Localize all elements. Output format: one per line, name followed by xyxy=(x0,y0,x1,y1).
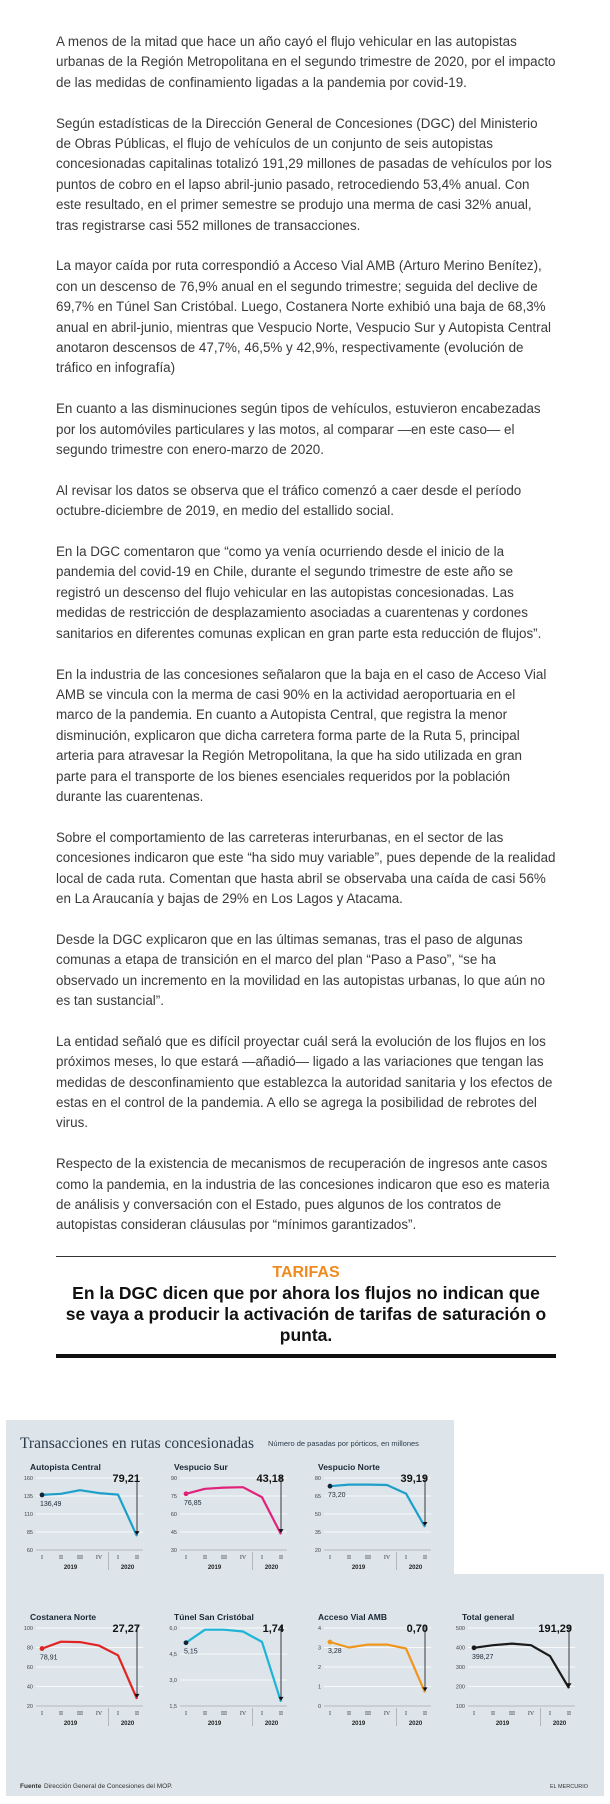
chart-ytick-label: 3 xyxy=(317,1645,321,1652)
infographic xyxy=(6,1420,604,1796)
chart-year-label: 2020 xyxy=(408,1565,423,1571)
chart-xtick-label: I xyxy=(117,1555,119,1561)
chart-ytick-label: 3,0 xyxy=(169,1678,177,1684)
chart-title: Total general xyxy=(462,1612,515,1622)
chart-ytick-label: 50 xyxy=(314,1512,321,1518)
chart-ytick-label: 20 xyxy=(26,1704,33,1710)
chart-xtick-label: II xyxy=(135,1555,139,1561)
chart-first-label: 5,15 xyxy=(184,1648,198,1656)
chart-xtick-label: I xyxy=(185,1711,187,1717)
article-paragraph: Respecto de la existencia de mecanismos de recuperación de ingresos ante casos como la pandemia, en la industria de las concesiones indicaron que eso es materia de análisis y conversación con el Estado, pues algunos de los contratos de autopistas consideran cláusulas por “mínimos garantizados”. xyxy=(56,1156,550,1233)
chart-xtick-label: I xyxy=(185,1555,187,1561)
chart-last-label: 1,74 xyxy=(262,1623,284,1635)
chart-ytick-label: 85 xyxy=(26,1530,33,1536)
chart-ytick-label: 500 xyxy=(455,1626,465,1632)
chart-xtick-label: IV xyxy=(239,1555,247,1561)
chart-xtick-label: II xyxy=(59,1555,63,1561)
chart-year-label: 2020 xyxy=(120,1721,135,1727)
credit-label: EL MERCURIO xyxy=(550,1784,588,1790)
article-paragraph: Según estadísticas de la Dirección General de Concesiones (DGC) del Ministerio de Obras Públicas, el flujo de vehículos de un conjunto de seis autopistas concesionadas capitalinas totalizó 191,29 millones de pasadas de vehículos por los puntos de cobro en el lapso abril-junio pasado, retrocediendo 53,4% anual. Con este resultado, en el primer semestre se produjo una merma de casi 32% anual, tras registrarse casi 552 millones de transacciones. xyxy=(56,115,552,233)
chart-ytick-label: 400 xyxy=(455,1645,465,1652)
chart-xtick-label: I xyxy=(117,1711,119,1717)
infographic-subtitle: Número de pasadas por pórticos, en millones xyxy=(268,1439,419,1448)
chart-xtick-label: I xyxy=(473,1711,475,1717)
article-paragraph: La entidad señaló que es difícil proyectar cuál será la evolución de los flujos en los próximos meses, lo que estará —añadió— ligado a las variaciones que tengan las medidas de desconfinamiento que establezca la autoridad sanitaria y los efectos de estas en el control de la pandemia. A ello se agrega la posibilidad de rebrotes del virus. xyxy=(56,1033,553,1131)
article-paragraph: Desde la DGC explicaron que en las últimas semanas, tras el paso de algunas comunas a etapa de transición en el marco del plan “Paso a Paso”, “se ha observado un incremento en la movilidad en las autopistas urbanas, lo que aún no es tan sustancial”. xyxy=(56,931,546,1008)
chart-year-label: 2020 xyxy=(120,1565,135,1571)
chart-ytick-label: 1,5 xyxy=(169,1704,177,1710)
chart-xtick-label: II xyxy=(203,1711,207,1717)
chart-ytick-label: 110 xyxy=(24,1512,33,1518)
article-paragraph: En cuanto a las disminuciones según tipos de vehículos, estuvieron encabezadas por los automóviles particulares y las motos, al comparar —en este caso— el segundo trimestre con enero-marzo de 2020. xyxy=(56,401,541,458)
chart-xtick-label: III xyxy=(509,1711,515,1717)
chart-xtick-label: IV xyxy=(527,1711,535,1717)
chart-xtick-label: I xyxy=(329,1711,331,1717)
chart-xtick-label: II xyxy=(491,1711,495,1717)
chart-first-label: 3,28 xyxy=(328,1648,342,1656)
chart-ytick-label: 6,0 xyxy=(169,1626,177,1632)
pullquote xyxy=(56,1256,556,1358)
article-paragraph: En la industria de las concesiones señalaron que la baja en el caso de Acceso Vial AMB se vincula con la merma de casi 90% en la actividad aeroportuaria en el marco de la pandemia. En cuanto a Autopista Central, que registra la menor disminución, explicaron que dicha carretera forma parte de la Ruta 5, principal arteria para atravesar la Región Metropolitana, la que ha sido utilizada en gran parte para el transporte de los bienes esenciales requeridos por la población durante las cuarentenas. xyxy=(56,666,547,804)
article-paragraph: En la DGC comentaron que “como ya venía ocurriendo desde el inicio de la pandemia del covid-19 en Chile, durante el segundo trimestre de este año se registró un descenso del flujo vehicular en las autopistas concesionadas. Las medidas de restricción de desplazamiento asociadas a cuarentenas y cordones sanitarios en diferentes comunas explican en gran parte esta reducción de flujos”. xyxy=(56,544,542,641)
article-paragraph: Sobre el comportamiento de las carreteras interurbanas, en el sector de las concesiones indicaron que este “ha sido muy variable”, pues depende de la realidad local de cada ruta. Comentan que hasta abril se observaba una caída de casi 56% en La Araucanía y bajas de 29% en Los Lagos y Atacama. xyxy=(56,829,556,906)
pullquote-top-rule xyxy=(56,1256,556,1257)
chart-xtick-label: II xyxy=(423,1711,427,1717)
chart-ytick-label: 80 xyxy=(314,1476,321,1482)
chart-xtick-label: I xyxy=(549,1711,551,1717)
chart-first-point xyxy=(328,1484,333,1489)
chart-ytick-label: 40 xyxy=(26,1684,33,1691)
article-paragraph: Al revisar los datos se observa que el tráfico comenzó a caer desde el período octubre-diciembre de 2019, en medio del estallido social. xyxy=(56,482,522,519)
chart-xtick-label: III xyxy=(221,1711,227,1717)
chart-first-point xyxy=(40,1646,45,1651)
chart-first-point xyxy=(40,1493,45,1498)
chart-year-label: 2019 xyxy=(495,1721,510,1727)
chart-last-label: 0,70 xyxy=(406,1623,428,1635)
chart-ytick-label: 135 xyxy=(23,1494,33,1500)
chart-ytick-label: 4,5 xyxy=(169,1652,177,1658)
chart-ytick-label: 300 xyxy=(455,1665,465,1671)
article-paragraph: A menos de la mitad que hace un año cayó el flujo vehicular en las autopistas urbanas de la Región Metropolitana en el segundo trimestre de 2020, por el impacto de las medidas de confinamiento ligadas a la pandemia por covid-19. xyxy=(56,34,556,90)
chart-year-label: 2020 xyxy=(552,1721,567,1727)
chart-xtick-label: III xyxy=(365,1555,371,1561)
chart-ytick-label: 0 xyxy=(317,1704,321,1710)
chart-xtick-label: II xyxy=(203,1555,207,1561)
chart-title: Autopista Central xyxy=(30,1462,101,1472)
chart-ytick-label: 100 xyxy=(23,1626,33,1632)
chart-year-label: 2019 xyxy=(63,1565,78,1571)
chart-title: Túnel San Cristóbal xyxy=(174,1612,254,1622)
chart-year-label: 2019 xyxy=(207,1565,222,1571)
chart-xtick-label: I xyxy=(329,1555,331,1561)
chart-xtick-label: IV xyxy=(95,1555,103,1561)
chart-ytick-label: 75 xyxy=(170,1494,177,1500)
chart-xtick-label: I xyxy=(261,1555,263,1561)
chart-xtick-label: IV xyxy=(383,1711,391,1717)
chart-year-label: 2019 xyxy=(63,1721,78,1727)
chart-xtick-label: II xyxy=(59,1711,63,1717)
chart-first-label: 136,49 xyxy=(40,1500,62,1508)
chart-last-label: 39,19 xyxy=(400,1473,428,1485)
chart-xtick-label: II xyxy=(135,1711,139,1717)
chart-xtick-label: I xyxy=(261,1711,263,1717)
chart-xtick-label: I xyxy=(405,1555,407,1561)
chart-ytick-label: 30 xyxy=(170,1548,177,1554)
infographic-canvas xyxy=(6,1420,604,1796)
chart-xtick-label: II xyxy=(423,1555,427,1561)
chart-ytick-label: 100 xyxy=(455,1704,465,1710)
chart-ytick-label: 60 xyxy=(170,1512,177,1518)
chart-first-label: 76,85 xyxy=(184,1499,202,1507)
chart-year-label: 2019 xyxy=(351,1565,366,1571)
chart-ytick-label: 200 xyxy=(455,1684,465,1691)
chart-xtick-label: III xyxy=(77,1711,83,1717)
chart-year-label: 2019 xyxy=(207,1721,222,1727)
pullquote-text: En la DGC dicen que por ahora los flujos no indican que se vaya a producir la activación de tarifas de saturación o punta. xyxy=(65,1283,547,1346)
chart-xtick-label: III xyxy=(365,1711,371,1717)
source-text: Dirección General de Concesiones del MOP. xyxy=(44,1783,173,1790)
chart-xtick-label: II xyxy=(279,1555,283,1561)
chart-xtick-label: I xyxy=(405,1711,407,1717)
chart-first-point xyxy=(184,1640,189,1645)
chart-xtick-label: II xyxy=(347,1555,351,1561)
chart-title: Vespucio Norte xyxy=(318,1462,380,1472)
pullquote-label: TARIFAS xyxy=(272,1264,340,1282)
chart-first-label: 78,91 xyxy=(40,1654,58,1662)
chart-last-label: 27,27 xyxy=(112,1623,140,1635)
infographic-title: Transacciones en rutas concesionadas xyxy=(20,1435,255,1452)
infographic-background-extension xyxy=(454,1574,604,1796)
chart-ytick-label: 65 xyxy=(314,1494,321,1500)
chart-ytick-label: 80 xyxy=(26,1645,33,1652)
infographic-background xyxy=(6,1420,454,1796)
chart-first-label: 73,20 xyxy=(328,1492,346,1500)
chart-last-label: 191,29 xyxy=(538,1623,572,1635)
chart-last-label: 43,18 xyxy=(256,1473,284,1485)
chart-ytick-label: 35 xyxy=(314,1530,321,1536)
article xyxy=(56,32,556,1358)
source-label: Fuente xyxy=(20,1783,42,1790)
chart-ytick-label: 1 xyxy=(317,1684,321,1691)
chart-xtick-label: I xyxy=(41,1555,43,1561)
chart-last-label: 79,21 xyxy=(112,1473,140,1485)
chart-xtick-label: IV xyxy=(95,1711,103,1717)
chart-ytick-label: 90 xyxy=(170,1476,177,1482)
chart-title: Costanera Norte xyxy=(30,1612,97,1622)
chart-ytick-label: 2 xyxy=(317,1665,321,1671)
chart-xtick-label: III xyxy=(77,1555,83,1561)
chart-xtick-label: IV xyxy=(383,1555,391,1561)
chart-year-label: 2020 xyxy=(264,1721,279,1727)
chart-ytick-label: 60 xyxy=(26,1548,33,1554)
chart-xtick-label: II xyxy=(567,1711,571,1717)
chart-first-point xyxy=(328,1640,333,1645)
chart-first-point xyxy=(472,1645,477,1650)
chart-xtick-label: IV xyxy=(239,1711,247,1717)
chart-year-label: 2019 xyxy=(351,1721,366,1727)
chart-title: Acceso Vial AMB xyxy=(318,1612,387,1622)
chart-ytick-label: 60 xyxy=(26,1665,33,1671)
chart-year-label: 2020 xyxy=(264,1565,279,1571)
chart-first-point xyxy=(184,1491,189,1496)
chart-xtick-label: II xyxy=(347,1711,351,1717)
chart-xtick-label: I xyxy=(41,1711,43,1717)
article-paragraph: La mayor caída por ruta correspondió a Acceso Vial AMB (Arturo Merino Benítez), con un descenso de 76,9% anual en el segundo trimestre; seguida del declive de 69,7% en Túnel San Cristóbal. Luego, Costanera Norte exhibió una baja de 68,3% anual en abril-junio, mientras que Vespucio Norte, Vespucio Sur y Autopista Central anotaron descensos de 47,7%, 46,5% y 42,9%, respectivamente (evolución de tráfico en infografía) xyxy=(56,258,551,376)
chart-title: Vespucio Sur xyxy=(174,1462,228,1472)
chart-first-label: 398,27 xyxy=(472,1653,494,1661)
chart-ytick-label: 20 xyxy=(314,1548,321,1554)
chart-ytick-label: 160 xyxy=(23,1476,33,1482)
chart-xtick-label: III xyxy=(221,1555,227,1561)
pullquote-bottom-rule xyxy=(56,1354,556,1358)
chart-xtick-label: II xyxy=(279,1711,283,1717)
chart-ytick-label: 4 xyxy=(317,1626,321,1632)
chart-ytick-label: 45 xyxy=(170,1530,177,1536)
chart-year-label: 2020 xyxy=(408,1721,423,1727)
